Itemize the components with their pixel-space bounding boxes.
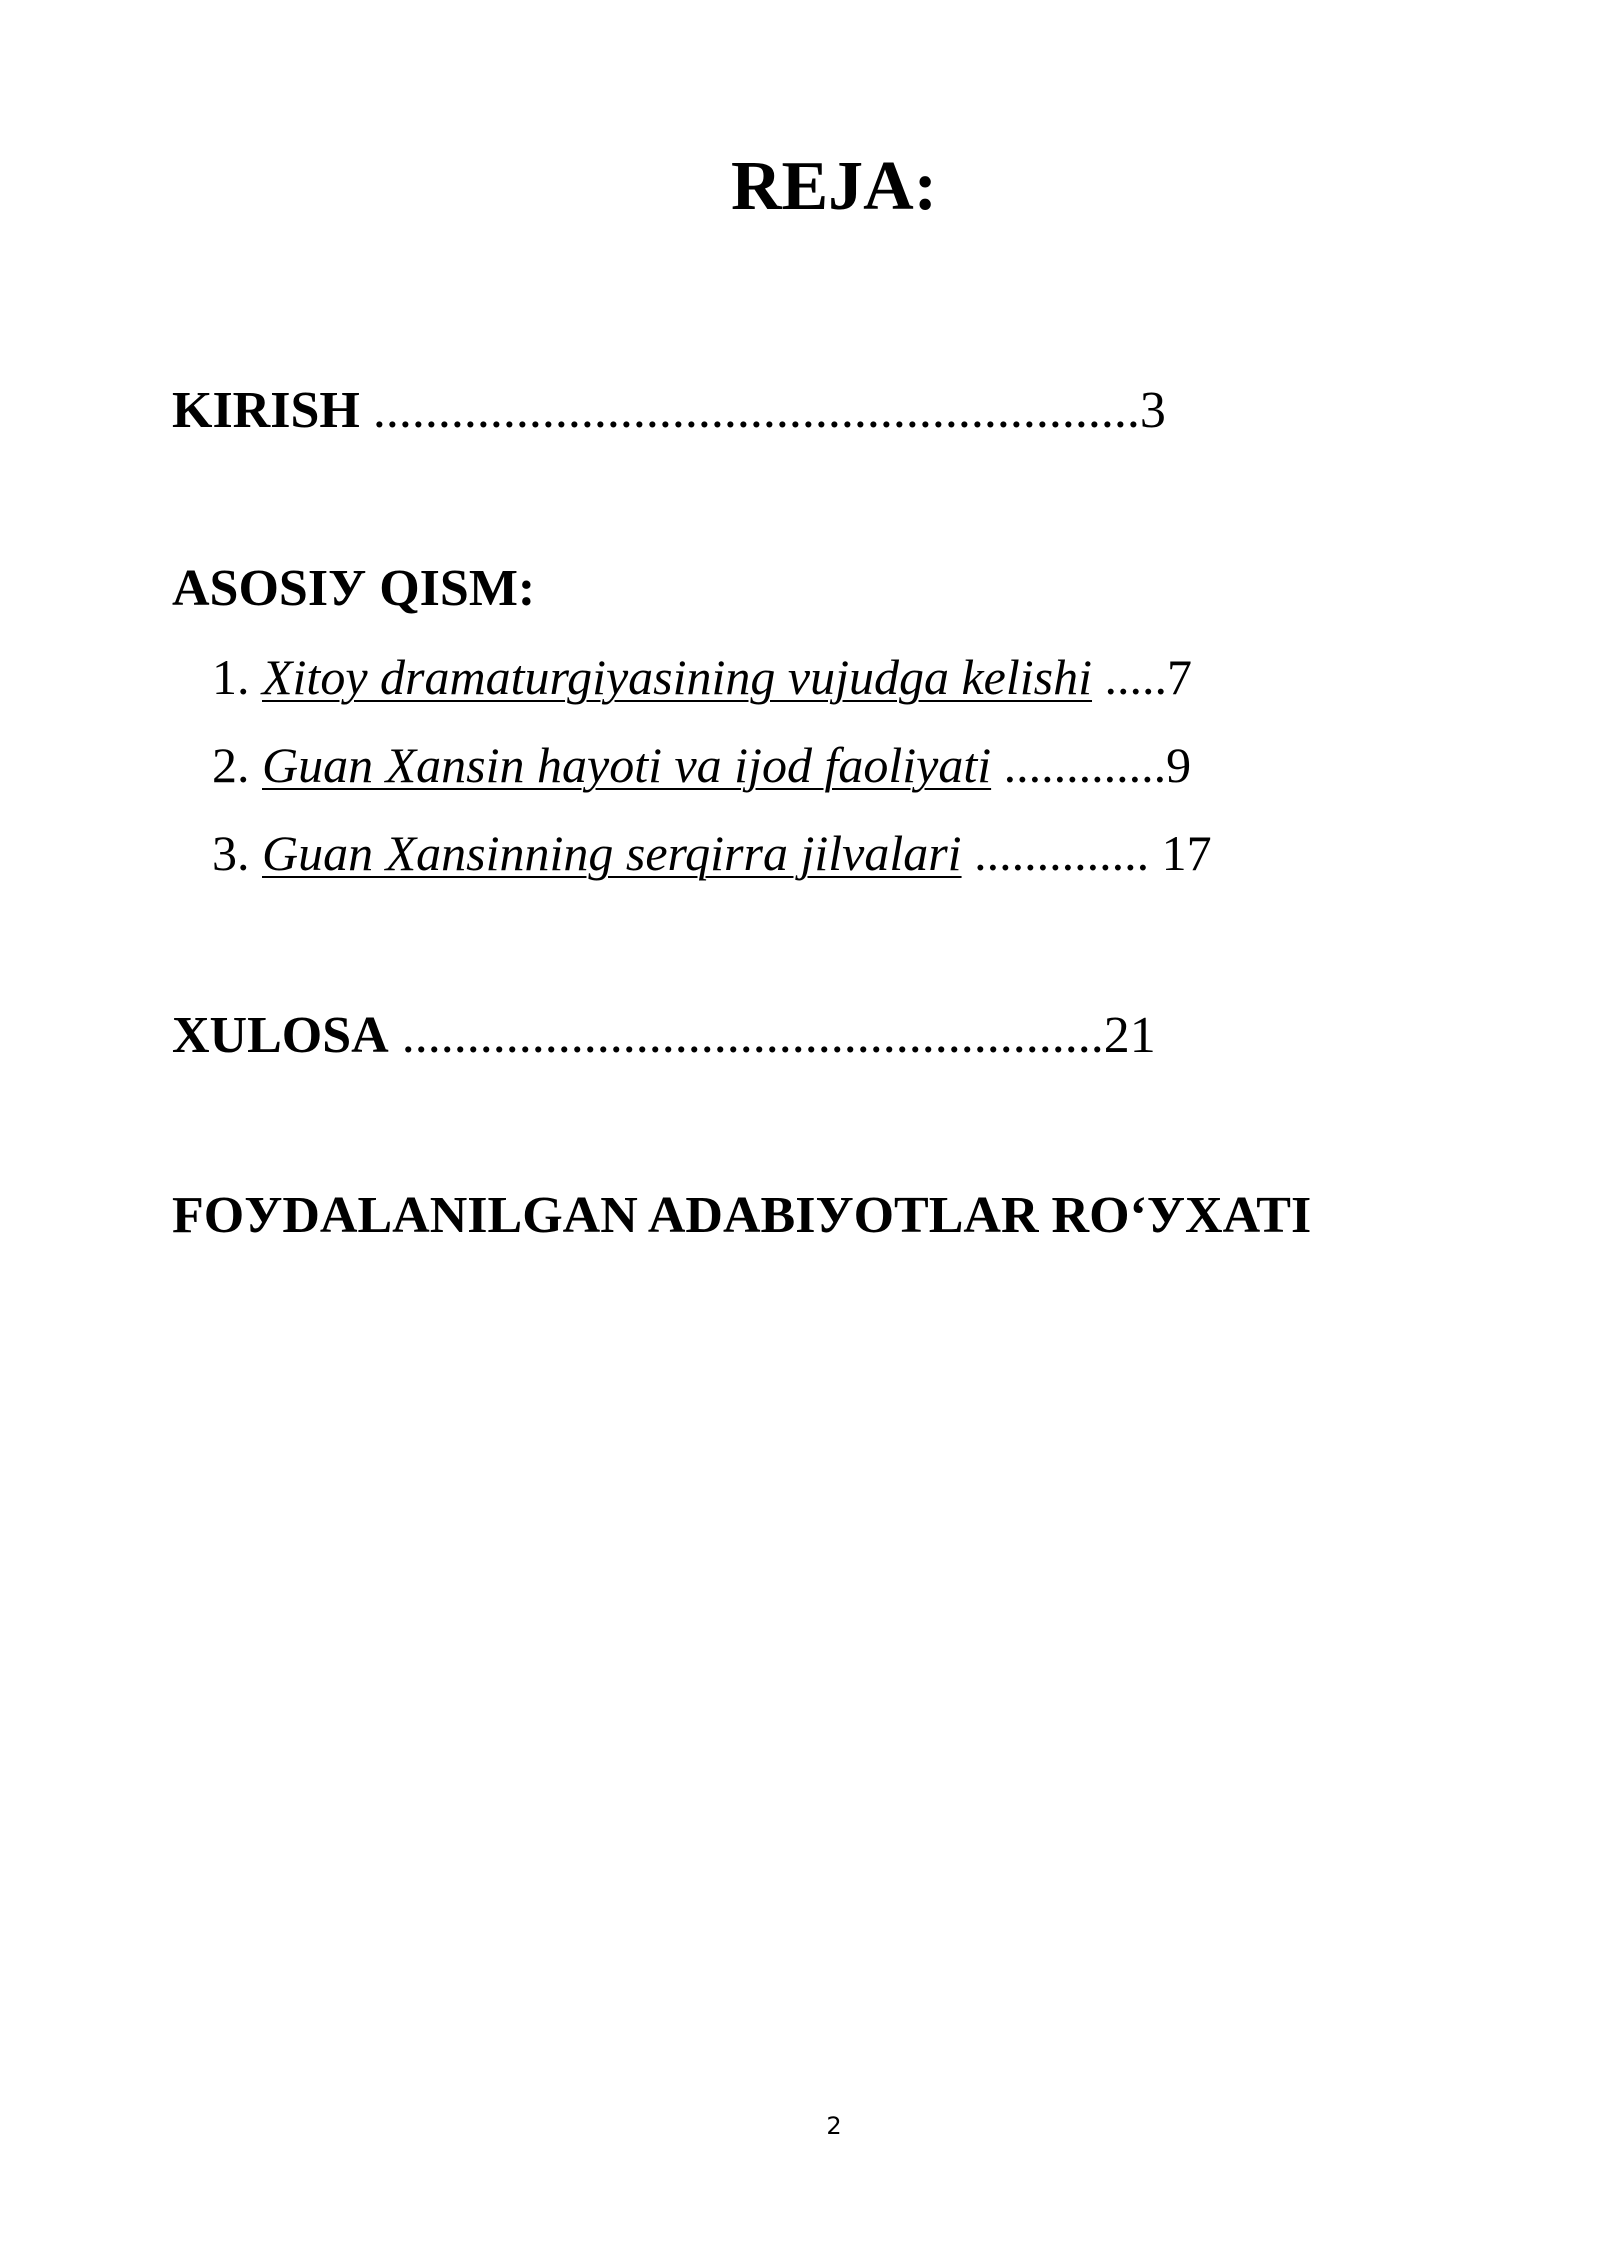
toc-item-number: 1. bbox=[212, 649, 250, 705]
toc-page-number: 17 bbox=[1161, 825, 1212, 881]
toc-leader-dots: ............. bbox=[1003, 737, 1167, 793]
toc-page-number: 3 bbox=[1139, 382, 1166, 439]
toc-item bbox=[212, 825, 1212, 881]
toc-entry-references: FOУDALANILGAN ADABIУOTLAR ROʻУXATI bbox=[172, 1187, 1312, 1244]
toc-leader-dots: ..... bbox=[1104, 649, 1168, 705]
section-heading-main: ASOSIУ QISM: bbox=[172, 560, 536, 617]
toc-leader-dots: ........................................................... bbox=[372, 382, 1140, 439]
toc-leader-dots: .............. bbox=[974, 825, 1150, 881]
toc-entry-label: XULOSA bbox=[172, 1007, 389, 1064]
footer-page-number: 2 bbox=[826, 2112, 842, 2140]
toc-item-number: 2. bbox=[212, 737, 250, 793]
toc-item-title: Guan Xansinning serqirra jilvalari bbox=[262, 825, 962, 881]
toc-page-number: 9 bbox=[1166, 737, 1192, 793]
toc-entry-conclusion bbox=[172, 1007, 1156, 1064]
toc-leader-dots: ...................................................... bbox=[401, 1007, 1104, 1064]
toc-item-number: 3. bbox=[212, 825, 250, 881]
toc-entry-intro bbox=[172, 382, 1166, 439]
toc-item-title: Guan Xansin hayoti va ijod faoliyati bbox=[262, 737, 992, 793]
toc-item bbox=[212, 649, 1193, 705]
toc-item bbox=[212, 737, 1192, 793]
toc-item-title: Xitoy dramaturgiyasining vujudga kelishi bbox=[262, 649, 1093, 705]
toc-entry-label: KIRISH bbox=[172, 382, 360, 439]
page-title: REJA: bbox=[730, 148, 938, 225]
toc-page-number: 21 bbox=[1103, 1007, 1156, 1064]
toc-page-number: 7 bbox=[1167, 649, 1193, 705]
